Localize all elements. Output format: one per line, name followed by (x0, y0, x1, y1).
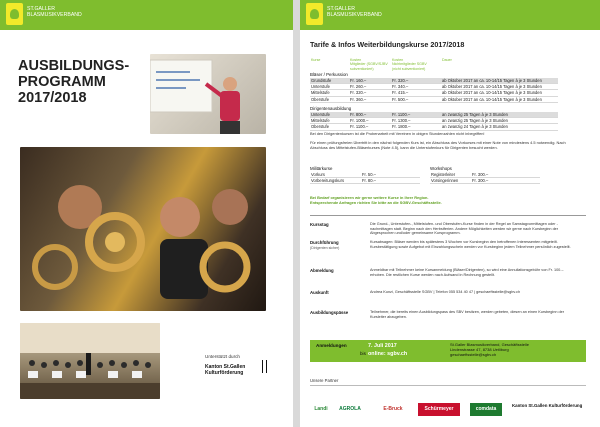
orchestra-illustration (20, 323, 160, 399)
registration-label: Anmeldungen (316, 343, 347, 348)
kanton-logo-text: Kanton St.Gallen Kulturförderung (205, 364, 246, 376)
section-blaeser: Bläser / Perkussion (310, 72, 348, 77)
brochure-left-page (0, 0, 293, 427)
registration-deadline: 7. Juli 2017 (368, 343, 397, 349)
text-abmeldung: Anmeldbar mit Teilnehmer keine Kursanmeldung (Bläser/Dirigenten), so wird eine Annullationsgebühr von Fr. 100.– erhoben. Die restlichen Kurse werden nach Aufwand in Rechnung gestellt. (370, 268, 564, 277)
text-kursstag: Die Grund-, Unterstufen-, Mittelstufen- und Oberstufen-Kurse finden in der Regel an Samstagvormittagen oder -nachmittagen statt. Beginn nach den Herbstferien. Andere Möglichkeiten werden wir gerne nach Kursbeginn der Abgesprochen und/oder gemeinsame Kursprogramm. (370, 222, 559, 236)
label-ausbildungspaesse: Ausbildungspässe (310, 310, 349, 315)
section-dirigenten: Dirigentenausbildung (310, 106, 352, 111)
teacher-illustration (150, 54, 266, 134)
regional-courses-note: Bei Bedarf organisieren wir gerne weitere Kurse in Ihrer Region. Entsprechende Anfragen richten Sie bitte an die SGBV-Geschäftsstelle. (310, 195, 442, 205)
table-row: Mittelstufe Fr. 320.– Fr. 415.– ab Oktober 2017 an ca. 10-14/15 Tagen à je 3 Stunden (310, 90, 558, 96)
program-title: AUSBILDUNGS- PROGRAMM 2017/2018 (18, 58, 130, 106)
page-header-bar (0, 0, 293, 30)
section-militaer: Militärkurse (310, 166, 333, 171)
partner-logo-kanton[interactable]: Kanton St.Gallen Kulturförderung (512, 403, 583, 408)
table-workshops (430, 172, 540, 184)
sgbv-logo-icon (6, 3, 23, 25)
col-head-nonmembers: Kosten Nichtmitglieder SGBV (nicht subventioniert) (392, 58, 427, 71)
table-row: Registerleiter Fr. 300.– (430, 172, 540, 178)
text-durchfuehrung: Kursabsagen: Bläser werden bis spätestens 3 Wochen vor Kursbeginn den betroffenen Interessenten mitgeteilt. Kursbestätigung sowie Aufgebot mit Einzahlungsschein werden vor Kursbeginn jedem Teilnehmer persönlich zugestellt. (370, 240, 571, 249)
photo-teacher-at-whiteboard (150, 54, 266, 134)
divider (310, 385, 586, 386)
table-row: Unterstufe Fr. 260.– Fr. 340.– ab Oktober 2017 an ca. 10-14/15 Tagen à je 3 Stunden (310, 84, 558, 90)
sublabel-durchfuehrung: (Dirigenten sicher) (310, 246, 340, 250)
registration-bis: bis (360, 351, 366, 356)
registration-address: St.Galler Blasmusikverband, Geschäftsstelle Lindenstrasse 47, 8738 Uetliburg geschaeftsstelle@sgbv.ch (450, 342, 529, 357)
table-row: Grundstufe Fr. 160.– Fr. 320.– ab Oktober 2017 an ca. 10-14/15 Tagen à je 3 Stunden (310, 78, 558, 84)
kanton-logo-icon (262, 360, 267, 373)
photo-horn-players (20, 147, 266, 311)
note-dirigenten: Bei den Dirigentenkursen ist die Probenarbeit mit Vereinen in obigen Stundenzahlen nicht inbegriffen! (310, 131, 485, 136)
table-row: Oberstufe Fr. 1100.– Fr. 1800.– an zwanzig 24 Tagen à je 3 Stunden (310, 124, 558, 130)
col-head-members: Kosten Mitglieder (SGBV/SJBV subventioniert) (350, 58, 388, 71)
table-blaeser (310, 78, 558, 103)
organization-name: ST.GALLER BLASMUSIKVERBAND (327, 6, 382, 19)
horn-players-illustration (20, 147, 266, 311)
table-row: Unterstufe Fr. 800.– Fr. 1100.– an zwanzig 25 Tagen à je 3 Stunden (310, 112, 558, 118)
table-dirigenten (310, 112, 558, 131)
registration-online-link[interactable]: online: sgbv.ch (368, 351, 408, 357)
brochure-right-page (300, 0, 600, 427)
divider (310, 215, 586, 216)
photo-orchestra (20, 323, 160, 399)
col-head-kurse: Kurse (311, 58, 321, 62)
page-header-bar (300, 0, 600, 30)
table-row: Vorkurs Fr. 50.– (310, 172, 420, 178)
registration-box (310, 340, 586, 362)
partner-logo-comdata[interactable]: comdata (470, 403, 502, 416)
table-row: Vorbereitungskurs Fr. 80.– (310, 178, 420, 184)
table-militaer (310, 172, 420, 184)
label-kursstag: Kursstag (310, 222, 329, 227)
partner-logo-agrola[interactable]: AGROLA (339, 406, 361, 412)
table-row: Vorsingerinnen Fr. 300.– (430, 178, 540, 184)
tariffs-title: Tarife & Infos Weiterbildungskurse 2017/2018 (310, 40, 465, 49)
label-auskunft: Auskunft (310, 290, 329, 295)
organization-name: ST.GALLER BLASMUSIKVERBAND (27, 6, 82, 19)
text-ausbildungspaesse: Teilnehmer, die bereits einen Ausbildungspass des SBV besitzen, werden gebeten, diesen an einen Kursbeginn der Kursleiter abzugeben. (370, 310, 564, 319)
note-uebertritt: Für einen prüfungsfreien Übertritt in den nächst folgenden Kurs ist, ein Abschluss des Vorkurses mit einer Note von mindestens 4.5 notwendig. Nach Abschluss des Mittelstufen-Bläserkurses (Note 4.5), kann die Unterstufenkurs für Dirigenten besucht werden. (310, 140, 566, 150)
label-abmeldung: Abmeldung (310, 268, 334, 273)
partner-logo-ebruck[interactable]: E-Bruck (383, 406, 403, 412)
table-row: Mittelstufe Fr. 1000.– Fr. 1300.– an zwanzig 25 Tagen à je 3 Stunden (310, 118, 558, 124)
text-auskunft: Andrea Kunzi, Geschäftsstelle SGBV | Telefon 055 534 40 47 | geschaeftsstelle@sgbv.ch (370, 290, 521, 294)
partner-logo-landi[interactable]: Landi (314, 406, 328, 412)
col-head-dauer: Dauer (442, 58, 452, 62)
sgbv-logo-icon (306, 3, 323, 25)
support-label: Unterstützt durch (205, 354, 240, 359)
label-durchfuehrung: Durchführung (310, 240, 339, 245)
partner-logo-schuermeyer[interactable]: Schürmeyer (418, 403, 460, 416)
table-row: Oberstufe Fr. 360.– Fr. 500.– ab Oktober 2017 an ca. 10-14/15 Tagen à je 3 Stunden (310, 97, 558, 103)
partners-label: Unsere Partner (310, 378, 339, 383)
section-workshops: Workshops (430, 166, 452, 171)
